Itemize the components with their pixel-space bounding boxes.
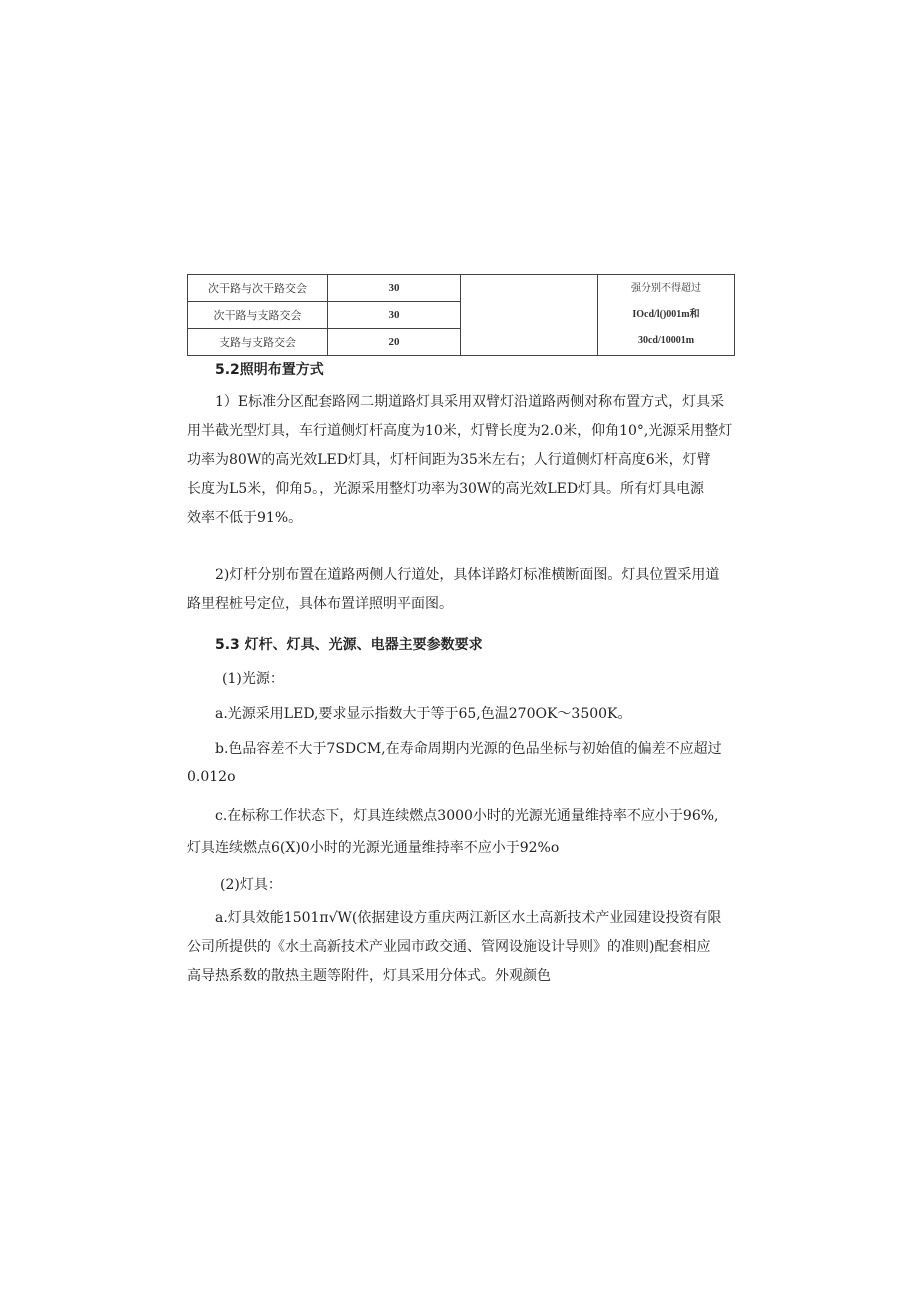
paragraph-line: 长度为L5米，仰角5。，光源采用整灯功率为30W的高光效LED灯具。所有灯具电源: [187, 481, 705, 497]
paragraph-line: 效率不低于91%。: [187, 510, 303, 526]
section-heading-5-2: 5.2照明布置方式: [215, 362, 324, 378]
table-cell-label: 支路与支路交会: [188, 329, 328, 356]
paragraph-line: 2)灯杆分别布置在道路两侧人行道处，具体详路灯标准横断面图。灯具位置采用道: [215, 567, 720, 583]
paragraph-line: 路里程桩号定位，具体布置详照明平面图。: [187, 596, 453, 612]
table-cell-label: 次干路与次干路交会: [188, 275, 328, 302]
table-cell-value: 30: [328, 275, 461, 302]
paragraph-line: a.灯具效能1501π√W(依据建设方重庆两江新区水土高新技术产业园建设投资有限: [215, 910, 722, 926]
item-c-line-2: 灯具连续燃点6(X)0小时的光源光通量维持率不应小于92%o: [187, 840, 560, 856]
paragraph-placement: [187, 561, 747, 619]
section-heading-5-3: 5.3 灯杆、灯具、光源、电器主要参数要求: [215, 637, 483, 653]
table-cell-value: 20: [328, 329, 461, 356]
paragraph-line: 高导热系数的散热主题等附件，灯具采用分体式。外观颜色: [187, 968, 551, 984]
paragraph-line: 用半截光型灯具，车行道侧灯杆高度为10米，灯臂长度为2.0米，仰角10°,光源采用整灯: [187, 423, 733, 439]
table-row: [188, 275, 735, 302]
note-line-1: 强分别不得超过: [631, 283, 701, 294]
paragraph-line: 公司所提供的《水土高新技术产业园市政交通、管网设施设计导则》的准则)配套相应: [187, 939, 711, 955]
paragraph-line: 功率为80W的高光效LED灯具，灯杆间距为35米左右；人行道侧灯杆高度6米，灯臂: [187, 452, 711, 468]
table-cell-note: [598, 275, 735, 356]
paragraph-line: 1）E标准分区配套路网二期道路灯具采用双臂灯沿道路两侧对称布置方式，灯具采: [215, 394, 725, 410]
item-c-line-1: c.在标称工作状态下，灯具连续燃点3000小时的光源光通量维持率不应小于96%,: [215, 808, 719, 824]
light-source-title: (1)光源：: [222, 671, 284, 687]
item-b-line-2: 0.012o: [187, 769, 236, 785]
table-cell-empty: [461, 275, 598, 356]
fixture-title: (2)灯具：: [220, 877, 282, 893]
paragraph-fixture: [187, 904, 747, 991]
note-line-2: IOcd/l()001m和: [632, 309, 700, 320]
paragraph-layout: [187, 388, 747, 533]
table-cell-label: 次干路与支路交会: [188, 302, 328, 329]
note-line-3: 30cd/10001m: [637, 335, 695, 346]
table-cell-value: 30: [328, 302, 461, 329]
illuminance-table: [187, 274, 735, 356]
item-a: a.光源采用LED,要求显示指数大于等于65,色温270OK～3500K。: [215, 706, 632, 722]
item-b-line-1: b.色品容差不大于7SDCM,在寿命周期内光源的色品坐标与初始值的偏差不应超过: [215, 741, 722, 757]
